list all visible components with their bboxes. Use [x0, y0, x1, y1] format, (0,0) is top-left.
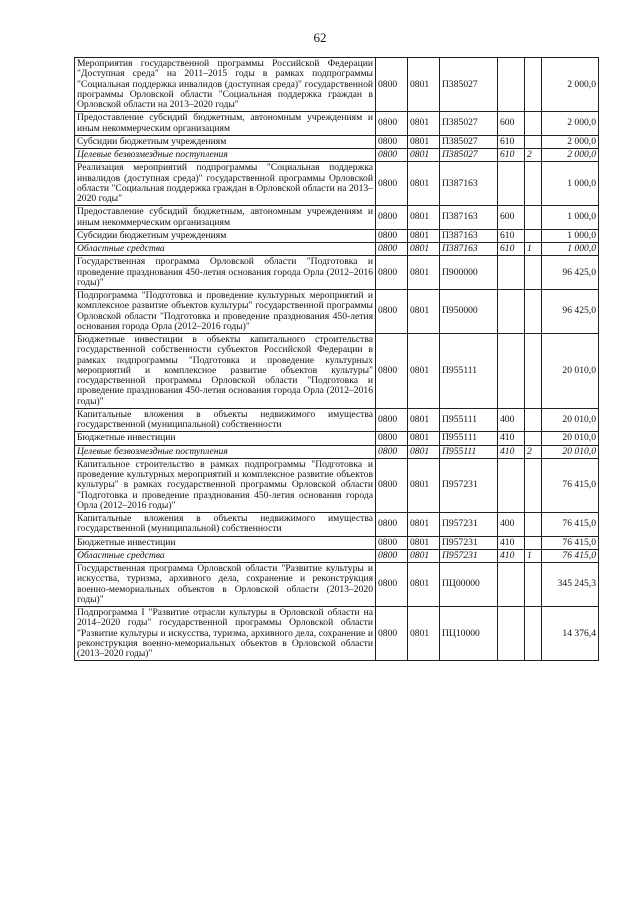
- row-subsection-code: 0801: [408, 149, 440, 162]
- row-source-code: [525, 290, 542, 334]
- row-source-code: 1: [525, 243, 542, 256]
- row-amount: 345 245,3: [542, 563, 599, 607]
- table-row: [75, 334, 599, 409]
- row-section-code: 0800: [376, 536, 408, 549]
- row-source-code: [525, 607, 542, 661]
- row-amount: 20 010,0: [542, 334, 599, 409]
- row-source-code: [525, 408, 542, 432]
- row-target-article: П387163: [440, 243, 498, 256]
- row-subsection-code: 0801: [408, 229, 440, 242]
- row-subsection-code: 0801: [408, 243, 440, 256]
- row-expense-type: [498, 58, 525, 112]
- row-source-code: [525, 256, 542, 290]
- page-number: 62: [313, 30, 327, 45]
- row-target-article: ПЦ10000: [440, 607, 498, 661]
- row-subsection-code: 0801: [408, 206, 440, 230]
- table-row: [75, 607, 599, 661]
- table-row: [75, 243, 599, 256]
- row-amount: 2 000,0: [542, 149, 599, 162]
- row-source-code: [525, 513, 542, 537]
- row-expense-type: 410: [498, 432, 525, 445]
- row-subsection-code: 0801: [408, 536, 440, 549]
- row-expense-type: 610: [498, 135, 525, 148]
- row-source-code: [525, 536, 542, 549]
- row-name: Областные средства: [75, 243, 376, 256]
- row-target-article: П385027: [440, 135, 498, 148]
- budget-table-body: [75, 58, 599, 661]
- row-subsection-code: 0801: [408, 563, 440, 607]
- table-row: [75, 149, 599, 162]
- row-section-code: 0800: [376, 149, 408, 162]
- row-section-code: 0800: [376, 58, 408, 112]
- row-amount: 1 000,0: [542, 229, 599, 242]
- row-expense-type: 410: [498, 536, 525, 549]
- row-name: Субсидии бюджетным учреждениям: [75, 229, 376, 242]
- row-subsection-code: 0801: [408, 607, 440, 661]
- row-amount: 76 415,0: [542, 549, 599, 562]
- row-subsection-code: 0801: [408, 256, 440, 290]
- row-subsection-code: 0801: [408, 135, 440, 148]
- table-row: [75, 256, 599, 290]
- row-section-code: 0800: [376, 408, 408, 432]
- row-amount: 2 000,0: [542, 135, 599, 148]
- table-row: [75, 445, 599, 458]
- table-row: [75, 513, 599, 537]
- row-section-code: 0800: [376, 549, 408, 562]
- row-expense-type: 610: [498, 229, 525, 242]
- row-amount: 96 425,0: [542, 256, 599, 290]
- row-target-article: П957231: [440, 536, 498, 549]
- row-name: Капитальные вложения в объекты недвижимого имущества государственной (муниципальной) собственности: [75, 408, 376, 432]
- row-section-code: 0800: [376, 256, 408, 290]
- row-source-code: [525, 162, 542, 206]
- row-amount: 76 415,0: [542, 513, 599, 537]
- row-expense-type: [498, 290, 525, 334]
- row-source-code: 1: [525, 549, 542, 562]
- table-row: [75, 458, 599, 512]
- row-target-article: П900000: [440, 256, 498, 290]
- row-name: Предоставление субсидий бюджетным, автономным учреждениям и иным некоммерческим организациям: [75, 112, 376, 136]
- row-expense-type: [498, 256, 525, 290]
- row-name: Субсидии бюджетным учреждениям: [75, 135, 376, 148]
- row-subsection-code: 0801: [408, 58, 440, 112]
- row-section-code: 0800: [376, 135, 408, 148]
- row-amount: 2 000,0: [542, 58, 599, 112]
- row-section-code: 0800: [376, 229, 408, 242]
- row-amount: 96 425,0: [542, 290, 599, 334]
- row-subsection-code: 0801: [408, 162, 440, 206]
- row-name: Капитальные вложения в объекты недвижимого имущества государственной (муниципальной) собственности: [75, 513, 376, 537]
- row-target-article: П385027: [440, 58, 498, 112]
- row-amount: 2 000,0: [542, 112, 599, 136]
- row-source-code: [525, 206, 542, 230]
- row-section-code: 0800: [376, 243, 408, 256]
- table-row: [75, 162, 599, 206]
- row-expense-type: 610: [498, 149, 525, 162]
- row-source-code: [525, 112, 542, 136]
- table-row: [75, 229, 599, 242]
- row-source-code: [525, 58, 542, 112]
- row-amount: 20 010,0: [542, 445, 599, 458]
- row-subsection-code: 0801: [408, 334, 440, 409]
- table-row: [75, 112, 599, 136]
- row-subsection-code: 0801: [408, 549, 440, 562]
- row-name: Подпрограмма "Подготовка и проведение культурных мероприятий и комплексное развитие объектов культуры" государственной программы Орловской области "Подготовка и проведение празднования 450-летия основания города Орла (2012–2016 годы)": [75, 290, 376, 334]
- row-name: Целевые безвозмездные поступления: [75, 445, 376, 458]
- row-section-code: 0800: [376, 112, 408, 136]
- row-target-article: П955111: [440, 445, 498, 458]
- row-amount: 76 415,0: [542, 536, 599, 549]
- row-source-code: [525, 563, 542, 607]
- row-expense-type: 610: [498, 243, 525, 256]
- row-section-code: 0800: [376, 162, 408, 206]
- row-name: Государственная программа Орловской области "Подготовка и проведение празднования 450-летия основания города Орла (2012–2016 годы)": [75, 256, 376, 290]
- row-expense-type: 600: [498, 112, 525, 136]
- row-expense-type: [498, 607, 525, 661]
- row-target-article: П385027: [440, 149, 498, 162]
- row-subsection-code: 0801: [408, 290, 440, 334]
- row-subsection-code: 0801: [408, 112, 440, 136]
- row-expense-type: [498, 334, 525, 409]
- row-source-code: [525, 432, 542, 445]
- row-name: Мероприятия государственной программы Российской Федерации "Доступная среда" на 2011–2015 годы в рамках подпрограммы "Социальная поддержка инвалидов (доступная среда)" государственной программы Орловской области "Социальная поддержка граждан в Орловской области на 2013–2020 годы": [75, 58, 376, 112]
- row-section-code: 0800: [376, 513, 408, 537]
- row-name: Государственная программа Орловской области "Развитие культуры и искусства, туризма, архивного дела, сохранение и реконструкция военно-мемориальных объектов в Орловской области (2013–2020 годы)": [75, 563, 376, 607]
- row-source-code: 2: [525, 445, 542, 458]
- row-expense-type: 600: [498, 206, 525, 230]
- row-target-article: ПЦ00000: [440, 563, 498, 607]
- row-target-article: П385027: [440, 112, 498, 136]
- row-target-article: П957231: [440, 513, 498, 537]
- table-row: [75, 432, 599, 445]
- row-target-article: П957231: [440, 549, 498, 562]
- row-section-code: 0800: [376, 432, 408, 445]
- row-amount: 1 000,0: [542, 162, 599, 206]
- row-target-article: П955111: [440, 408, 498, 432]
- row-amount: 76 415,0: [542, 458, 599, 512]
- row-source-code: [525, 334, 542, 409]
- row-subsection-code: 0801: [408, 408, 440, 432]
- row-amount: 1 000,0: [542, 206, 599, 230]
- row-name: Капитальное строительство в рамках подпрограммы "Подготовка и проведение культурных мероприятий и комплексное развитие объектов культуры" в рамках государственной программы Орловской области "Подготовка и проведение празднования 450-летия основания города Орла (2012–2016 годы)": [75, 458, 376, 512]
- row-source-code: [525, 135, 542, 148]
- row-source-code: 2: [525, 149, 542, 162]
- row-name: Бюджетные инвестиции: [75, 432, 376, 445]
- row-target-article: П955111: [440, 432, 498, 445]
- row-section-code: 0800: [376, 206, 408, 230]
- row-expense-type: 400: [498, 513, 525, 537]
- row-section-code: 0800: [376, 334, 408, 409]
- row-section-code: 0800: [376, 607, 408, 661]
- row-expense-type: [498, 563, 525, 607]
- row-name: Бюджетные инвестиции: [75, 536, 376, 549]
- row-source-code: [525, 229, 542, 242]
- row-name: Бюджетные инвестиции в объекты капитального строительства государственной собственности субъектов Российской Федерации в рамках подпрограммы "Подготовка и проведение культурных мероприятий и комплексное развитие объектов культуры" государственной программы Орловской области "Подготовка и проведение празднования 450-летия основания города Орла (2012–2016 годы)": [75, 334, 376, 409]
- row-name: Реализация мероприятий подпрограммы "Социальная поддержка инвалидов (доступная среда)" государственной программы Орловской области "Социальная поддержка граждан в Орловской области на 2013–2020 годы": [75, 162, 376, 206]
- row-source-code: [525, 458, 542, 512]
- row-expense-type: 400: [498, 408, 525, 432]
- row-name: Целевые безвозмездные поступления: [75, 149, 376, 162]
- row-expense-type: [498, 458, 525, 512]
- table-row: [75, 290, 599, 334]
- row-target-article: П387163: [440, 229, 498, 242]
- table-row: [75, 536, 599, 549]
- row-amount: 20 010,0: [542, 432, 599, 445]
- row-section-code: 0800: [376, 290, 408, 334]
- row-name: Предоставление субсидий бюджетным, автономным учреждениям и иным некоммерческим организациям: [75, 206, 376, 230]
- row-target-article: П950000: [440, 290, 498, 334]
- table-row: [75, 408, 599, 432]
- row-subsection-code: 0801: [408, 458, 440, 512]
- table-row: [75, 206, 599, 230]
- row-name: Областные средства: [75, 549, 376, 562]
- table-row: [75, 58, 599, 112]
- budget-table: [74, 57, 599, 661]
- row-target-article: П955111: [440, 334, 498, 409]
- row-name: Подпрограмма I "Развитие отрасли культуры в Орловской области на 2014–2020 годы" государственной программы Орловской области "Развитие культуры и искусства, туризма, архивного дела, сохранение и реконструкция военно-мемориальных объектов в Орловской области (2013–2020 годы)": [75, 607, 376, 661]
- row-expense-type: 410: [498, 549, 525, 562]
- row-amount: 1 000,0: [542, 243, 599, 256]
- row-amount: 20 010,0: [542, 408, 599, 432]
- row-section-code: 0800: [376, 445, 408, 458]
- table-row: [75, 563, 599, 607]
- row-expense-type: [498, 162, 525, 206]
- row-expense-type: 410: [498, 445, 525, 458]
- table-row: [75, 549, 599, 562]
- row-section-code: 0800: [376, 563, 408, 607]
- table-row: [75, 135, 599, 148]
- row-amount: 14 376,4: [542, 607, 599, 661]
- row-subsection-code: 0801: [408, 513, 440, 537]
- row-section-code: 0800: [376, 458, 408, 512]
- row-target-article: П957231: [440, 458, 498, 512]
- row-subsection-code: 0801: [408, 432, 440, 445]
- row-target-article: П387163: [440, 162, 498, 206]
- row-subsection-code: 0801: [408, 445, 440, 458]
- row-target-article: П387163: [440, 206, 498, 230]
